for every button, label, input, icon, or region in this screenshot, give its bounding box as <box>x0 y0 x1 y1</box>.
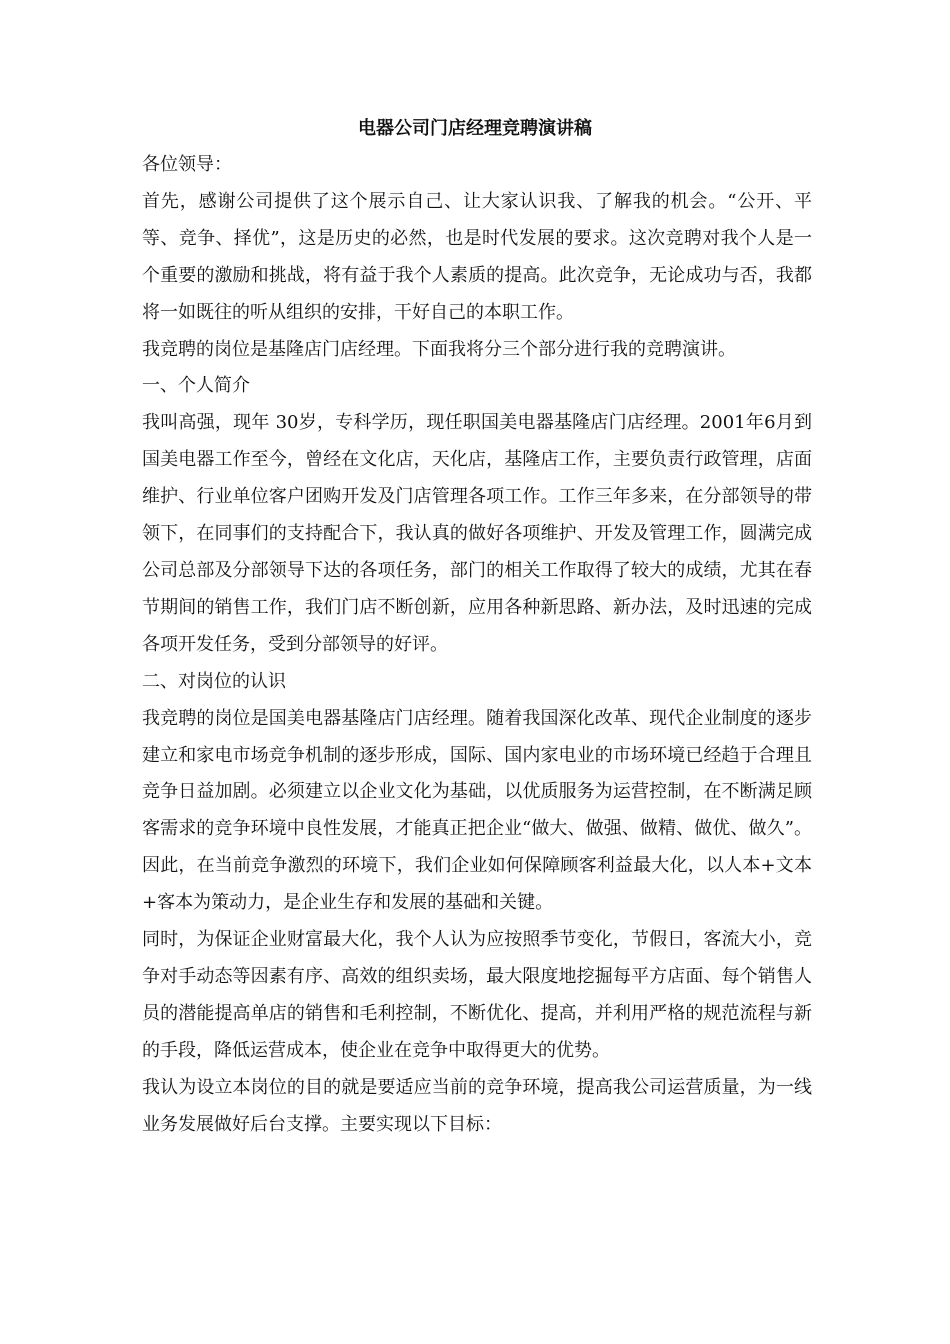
intro-paragraph: 首先，感谢公司提供了这个展示自己、让大家认识我、了解我的机会。“公开、平等、竞争、择优”，这是历史的必然，也是时代发展的要求。这次竞聘对我个人是一个重要的激励和挑战，将有益于我个人素质的提高。此次竞争，无论成功与否，我都将一如既往的听从组织的安排，干好自己的本职工作。 <box>142 190 812 323</box>
section-heading-2: 二、对岗位的认识 <box>142 670 286 692</box>
document-title: 电器公司门店经理竞聘演讲稿 <box>358 118 592 139</box>
salutation-paragraph: 各位领导： <box>142 154 232 175</box>
role-paragraph: 我竞聘的岗位是国美电器基隆店门店经理。随着我国深化改革、现代企业制度的逐步建立和家电市场竞争机制的逐步形成，国际、国内家电业的市场环境已经趋于合理且竞争日益加剧。必须建立以企业文化为基础，以优质服务为运营控制，在不断满足顾客需求的竞争环境中良性发展，才能真正把企业“做大、做强、做精、做优、做久”。因此，在当前竞争激烈的环境下，我们企业如何保障顾客利益最大化，以人本+文本+客本为策动力，是企业生存和发展的基础和关键。 <box>142 707 812 914</box>
document-body <box>142 147 812 1143</box>
strategy-paragraph: 同时，为保证企业财富最大化，我个人认为应按照季节变化，节假日，客流大小，竞争对手动态等因素有序、高效的组织卖场，最大限度地挖掘每平方店面、每个销售人员的潜能提高单店的销售和毛利控制，不断优化、提高，并利用严格的规范流程与新的手段，降低运营成本，使企业在竞争中取得更大的优势。 <box>142 929 812 1061</box>
section-heading-1: 一、个人简介 <box>142 375 250 397</box>
position-paragraph: 我竞聘的岗位是基隆店门店经理。下面我将分三个部分进行我的竞聘演讲。 <box>142 338 736 360</box>
goals-paragraph: 我认为设立本岗位的目的就是要适应当前的竞争环境，提高我公司运营质量，为一线业务发展做好后台支撑。主要实现以下目标： <box>142 1076 812 1135</box>
profile-paragraph: 我叫高强，现年 30岁，专科学历，现任职国美电器基隆店门店经理。2001年6月到国美电器工作至今，曾经在文化店，天化店，基隆店工作，主要负责行政管理，店面维护、行业单位客户团购开发及门店管理各项工作。工作三年多来，在分部领导的带领下，在同事们的支持配合下，我认真的做好各项维护、开发及管理工作，圆满完成公司总部及分部领导下达的各项任务，部门的相关工作取得了较大的成绩，尤其在春节期间的销售工作，我们门店不断创新，应用各种新思路、新办法，及时迅速的完成各项开发任务，受到分部领导的好评。 <box>142 412 812 655</box>
